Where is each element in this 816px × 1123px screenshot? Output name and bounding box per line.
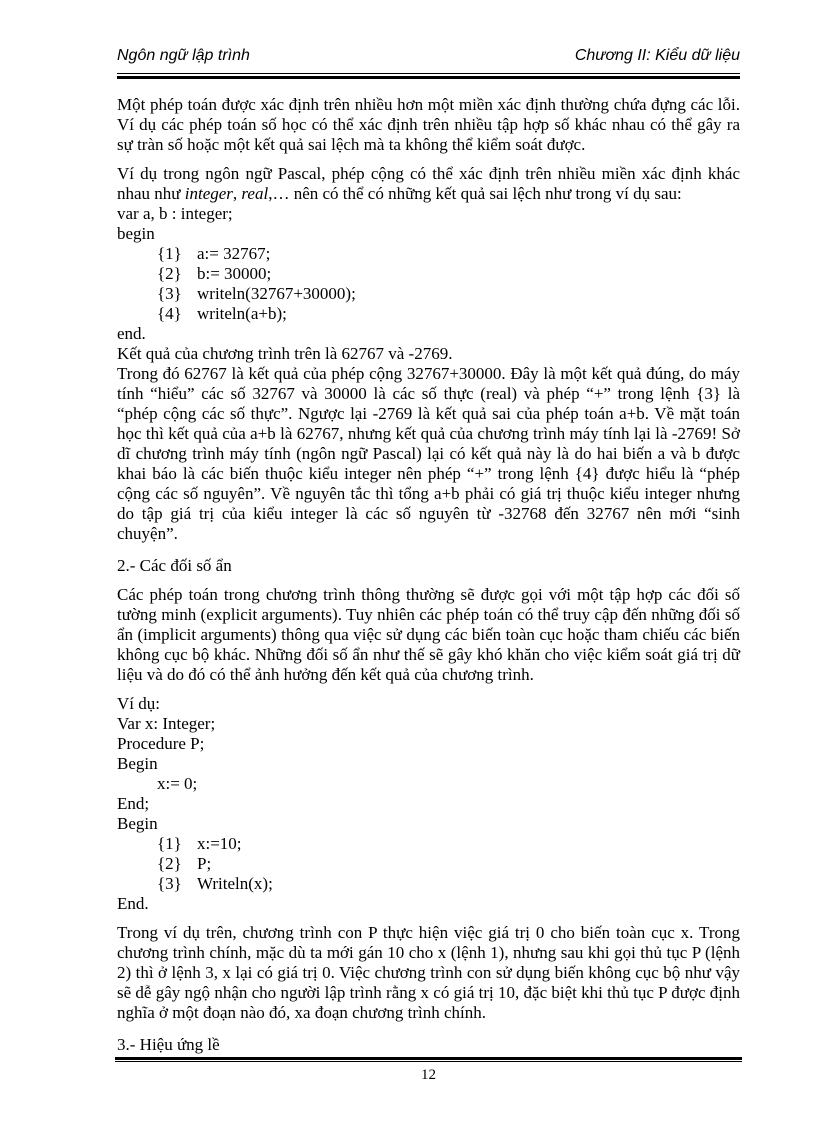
code-text: var a, b : integer; (117, 204, 233, 223)
code-text: P; (197, 854, 212, 873)
code-line (117, 324, 740, 344)
code-line (117, 774, 740, 794)
code-line (117, 264, 740, 284)
code-text: x:= 0; (157, 774, 198, 793)
code-text: end. (117, 324, 146, 343)
code-line (117, 244, 740, 264)
code-line (117, 204, 740, 224)
code-line-label: {1} (157, 834, 182, 853)
running-header (117, 40, 740, 73)
code-line (117, 814, 740, 834)
section-2-heading: 2.- Các đối số ẩn (117, 556, 232, 575)
code-line (117, 734, 740, 754)
code-text: writeln(a+b); (197, 304, 287, 323)
code-text: Begin (117, 814, 158, 833)
paragraph-operations-errors: Một phép toán được xác định trên nhiều hơn một miền xác định thường chứa đựng các lỗi. Ví dụ các phép toán số học có thể xác định trên nhiều tập hợp số khác nhau có thể gây ra sự tràn số hoặc một kết quả sai lệch mà ta không thể kiểm soát được. (117, 95, 740, 154)
code-line-label: {3} (157, 284, 182, 303)
code-block-2 (117, 714, 740, 914)
code-line-label: {2} (157, 264, 182, 283)
code-line (117, 304, 740, 324)
code-line-label: {4} (157, 304, 182, 323)
italic-integer: integer (184, 184, 233, 203)
code-line (117, 874, 740, 894)
paragraph-pascal-example (117, 164, 740, 204)
example-label: Ví dụ: (117, 694, 160, 713)
page-number: 12 (421, 1067, 436, 1083)
code-line-label: {3} (157, 874, 182, 893)
code-line (117, 834, 740, 854)
page-footer (115, 1057, 742, 1085)
code-text: End; (117, 794, 150, 813)
code-line (117, 854, 740, 874)
code-text: End. (117, 894, 149, 913)
paragraph-global-variable-discussion: Trong ví dụ trên, chương trình con P thực hiện việc giá trị 0 cho biến toàn cục x. Trong chương trình chính, mặc dù ta mới gán 10 cho x (lệnh 1), nhưng sau khi gọi thủ tục P (lệnh 2) thì ở lệnh 3, x lại có giá trị 0. Việc chương trình con sử dụng biến không cục bộ như vậy sẽ dễ gây ngộ nhận cho người lập trình rằng x có giá trị 10, đặc biệt khi thủ tục P được định nghĩa ở một đoạn nào đó, xa đoạn chương trình chính. (117, 923, 740, 1022)
code-line (117, 714, 740, 734)
paragraph-pascal-example-tail: ,… nên có thể có những kết quả sai lệch như trong ví dụ sau: (268, 184, 682, 203)
code-line-label: {1} (157, 244, 182, 263)
code-text: Begin (117, 754, 158, 773)
code-text: Writeln(x); (197, 874, 273, 893)
paragraph-pascal-example-text: Ví dụ trong ngôn ngữ Pascal, phép cộng có thể xác định trên nhiều miền xác định khác nhau như (117, 164, 740, 203)
header-right-chapter: Chương II: Kiểu dữ liệu (574, 47, 740, 64)
result-line: Kết quả của chương trình trên là 62767 và -2769. (117, 344, 453, 363)
document-body (117, 95, 740, 1055)
code-text: Procedure P; (117, 734, 205, 753)
code-line-label: {2} (157, 854, 182, 873)
page-content (117, 40, 740, 1055)
code-text: Var x: Integer; (117, 714, 216, 733)
code-line (117, 754, 740, 774)
paragraph-result-discussion: Trong đó 62767 là kết quả của phép cộng 32767+30000. Đây là một kết quả đúng, do máy tính “hiểu” các số 32767 và 30000 là các số thực (real) và phép “+” trong lệnh {3} là “phép cộng các số thực”. Ngược lại -2769 là kết quả sai của phép toán a+b. Về mặt toán học thì kết quả của a+b là 62767, nhưng kết quả của chương trình máy tính lại là -2769! Sở dĩ chương trình máy tính (ngôn ngữ Pascal) lại có kết quả này là do hai biến a và b được khai báo là các biến thuộc kiểu integer nên phép “+” trong lệnh {4} được hiểu là “phép cộng các số nguyên”. Về nguyên tắc thì tổng a+b phải có giá trị thuộc kiểu integer nhưng do tập giá trị của kiểu integer là các số nguyên từ -32768 đến 32767 nên mới “sinh chuyện”. (117, 364, 740, 543)
code-line (117, 794, 740, 814)
paragraph-separator: , (232, 184, 242, 203)
header-rule-thick-line (117, 76, 740, 79)
section-3-heading: 3.- Hiệu ứng lề (117, 1035, 220, 1054)
code-line (117, 894, 740, 914)
code-line (117, 284, 740, 304)
code-line (117, 224, 740, 244)
code-text: x:=10; (197, 834, 242, 853)
header-left-title: Ngôn ngữ lập trình (117, 47, 250, 64)
italic-real: real (241, 184, 269, 203)
code-block-1 (117, 204, 740, 344)
code-text: begin (117, 224, 155, 243)
code-text: writeln(32767+30000); (197, 284, 356, 303)
code-text: a:= 32767; (197, 244, 271, 263)
code-text: b:= 30000; (197, 264, 272, 283)
header-rule (117, 73, 740, 79)
paragraph-implicit-arguments: Các phép toán trong chương trình thông thường sẽ được gọi với một tập hợp các đối số tường minh (explicit arguments). Tuy nhiên các phép toán có thể truy cập đến những đối số ẩn (implicit arguments) thông qua việc sử dụng các biến toàn cục hoặc tham chiếu các biến không cục bộ khác. Những đối số ẩn như thế sẽ gây khó khăn cho việc kiểm soát giá trị dữ liệu và do đó có thể ảnh hưởng đến kết quả của chương trình. (117, 585, 740, 684)
